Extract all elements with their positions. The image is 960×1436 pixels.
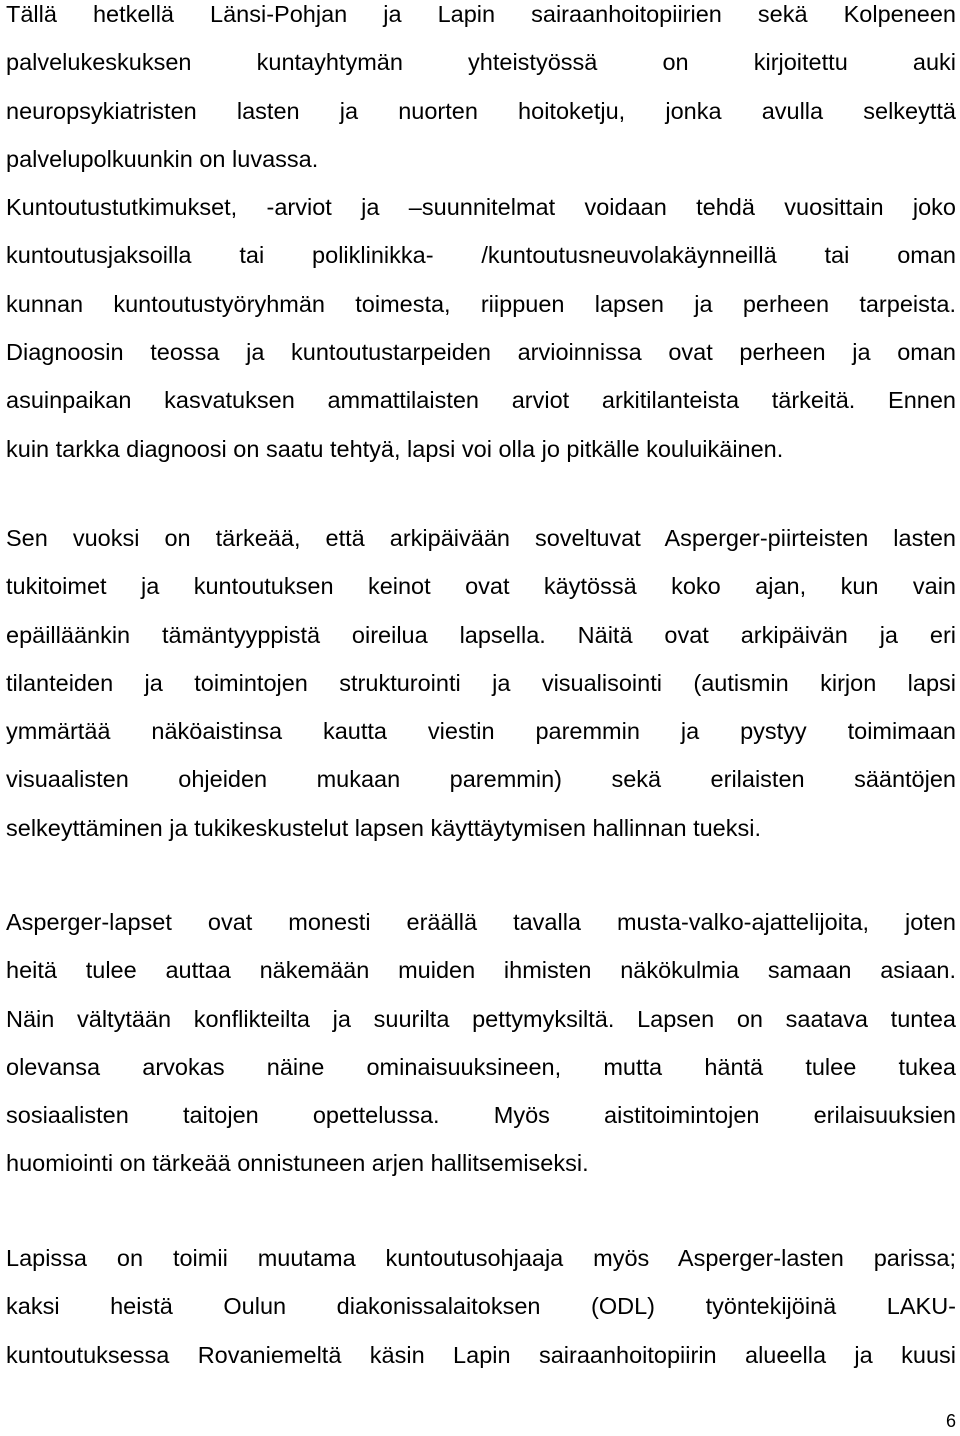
text-line: heitä tulee auttaa näkemään muiden ihmisten näkökulmia samaan asiaan. [6,957,956,984]
text-line: tukitoimet ja kuntoutuksen keinot ovat käytössä koko ajan, kun vain [6,573,956,600]
text-line: palvelukeskuksen kuntayhtymän yhteistyössä on kirjoitettu auki [6,49,956,76]
paragraph-3 [6,898,956,1188]
text-line: Diagnoosin teossa ja kuntoutustarpeiden arvioinnissa ovat perheen ja oman [6,339,956,366]
paragraph-4 [6,1234,956,1379]
text-line: epäilläänkin tämäntyyppistä oireilua lapsella. Näitä ovat arkipäivän ja eri [6,621,956,648]
text-line: kuntoutuksessa Rovaniemeltä käsin Lapin sairaanhoitopiirin alueella ja kuusi [6,1341,956,1368]
text-line: kunnan kuntoutustyöryhmän toimesta, riippuen lapsen ja perheen tarpeista. [6,290,956,317]
paragraph-2 [6,514,956,852]
text-line: tilanteiden ja toimintojen strukturointi ja visualisointi (autismin kirjon lapsi [6,669,956,696]
text-line [6,135,956,232]
text-line: visuaalisten ohjeiden mukaan paremmin) sekä erilaisten sääntöjen [6,766,956,793]
paragraph-1 [6,0,956,473]
text-line: ymmärtää näköaistinsa kautta viestin paremmin ja pystyy toimimaan [6,718,956,745]
text-line: kuin tarkka diagnoosi on saatu tehtyä, lapsi voi olla jo pitkälle kouluikäinen. [6,435,784,462]
text-line: palvelupolkuunkin on luvassa. [6,145,319,172]
text-line: sosiaalisten taitojen opettelussa. Myös aistitoimintojen erilaisuuksien [6,1102,956,1129]
text-line: kuntoutusjaksoilla tai poliklinikka- /kuntoutusneuvolakäynneillä tai oman [6,242,956,269]
text-line: huomiointi on tärkeää onnistuneen arjen hallitsemiseksi. [6,1150,589,1177]
text-line: olevansa arvokas näine ominaisuuksineen, mutta häntä tulee tukea [6,1053,956,1080]
text-line: Kuntoutustutkimukset, -arviot ja –suunnitelmat voidaan tehdä vuosittain joko [6,194,956,221]
text-line: selkeyttäminen ja tukikeskustelut lapsen käyttäytymisen hallinnan tueksi. [6,814,761,841]
text-line: Sen vuoksi on tärkeää, että arkipäivään soveltuvat Asperger-piirteisten lasten [6,525,956,551]
text-line: Lapissa on toimii muutama kuntoutusohjaaja myös Asperger-lasten parissa; [6,1245,956,1271]
text-line: kaksi heistä Oulun diakonissalaitoksen (ODL) työntekijöinä LAKU- [6,1293,956,1320]
text-line: neuropsykiatristen lasten ja nuorten hoitoketju, jonka avulla selkeyttä [6,97,956,124]
text-line: Näin vältytään konflikteilta ja suurilta pettymyksiltä. Lapsen on saatava tuntea [6,1005,956,1032]
text-line: asuinpaikan kasvatuksen ammattilaisten arviot arkitilanteista tärkeitä. Ennen [6,387,956,414]
text-line: Tällä hetkellä Länsi-Pohjan ja Lapin sairaanhoitopiirien sekä Kolpeneen [6,1,956,27]
page-number: 6 [945,1411,956,1431]
text-line: Asperger-lapset ovat monesti eräällä tavalla musta-valko-ajattelijoita, joten [6,909,956,935]
